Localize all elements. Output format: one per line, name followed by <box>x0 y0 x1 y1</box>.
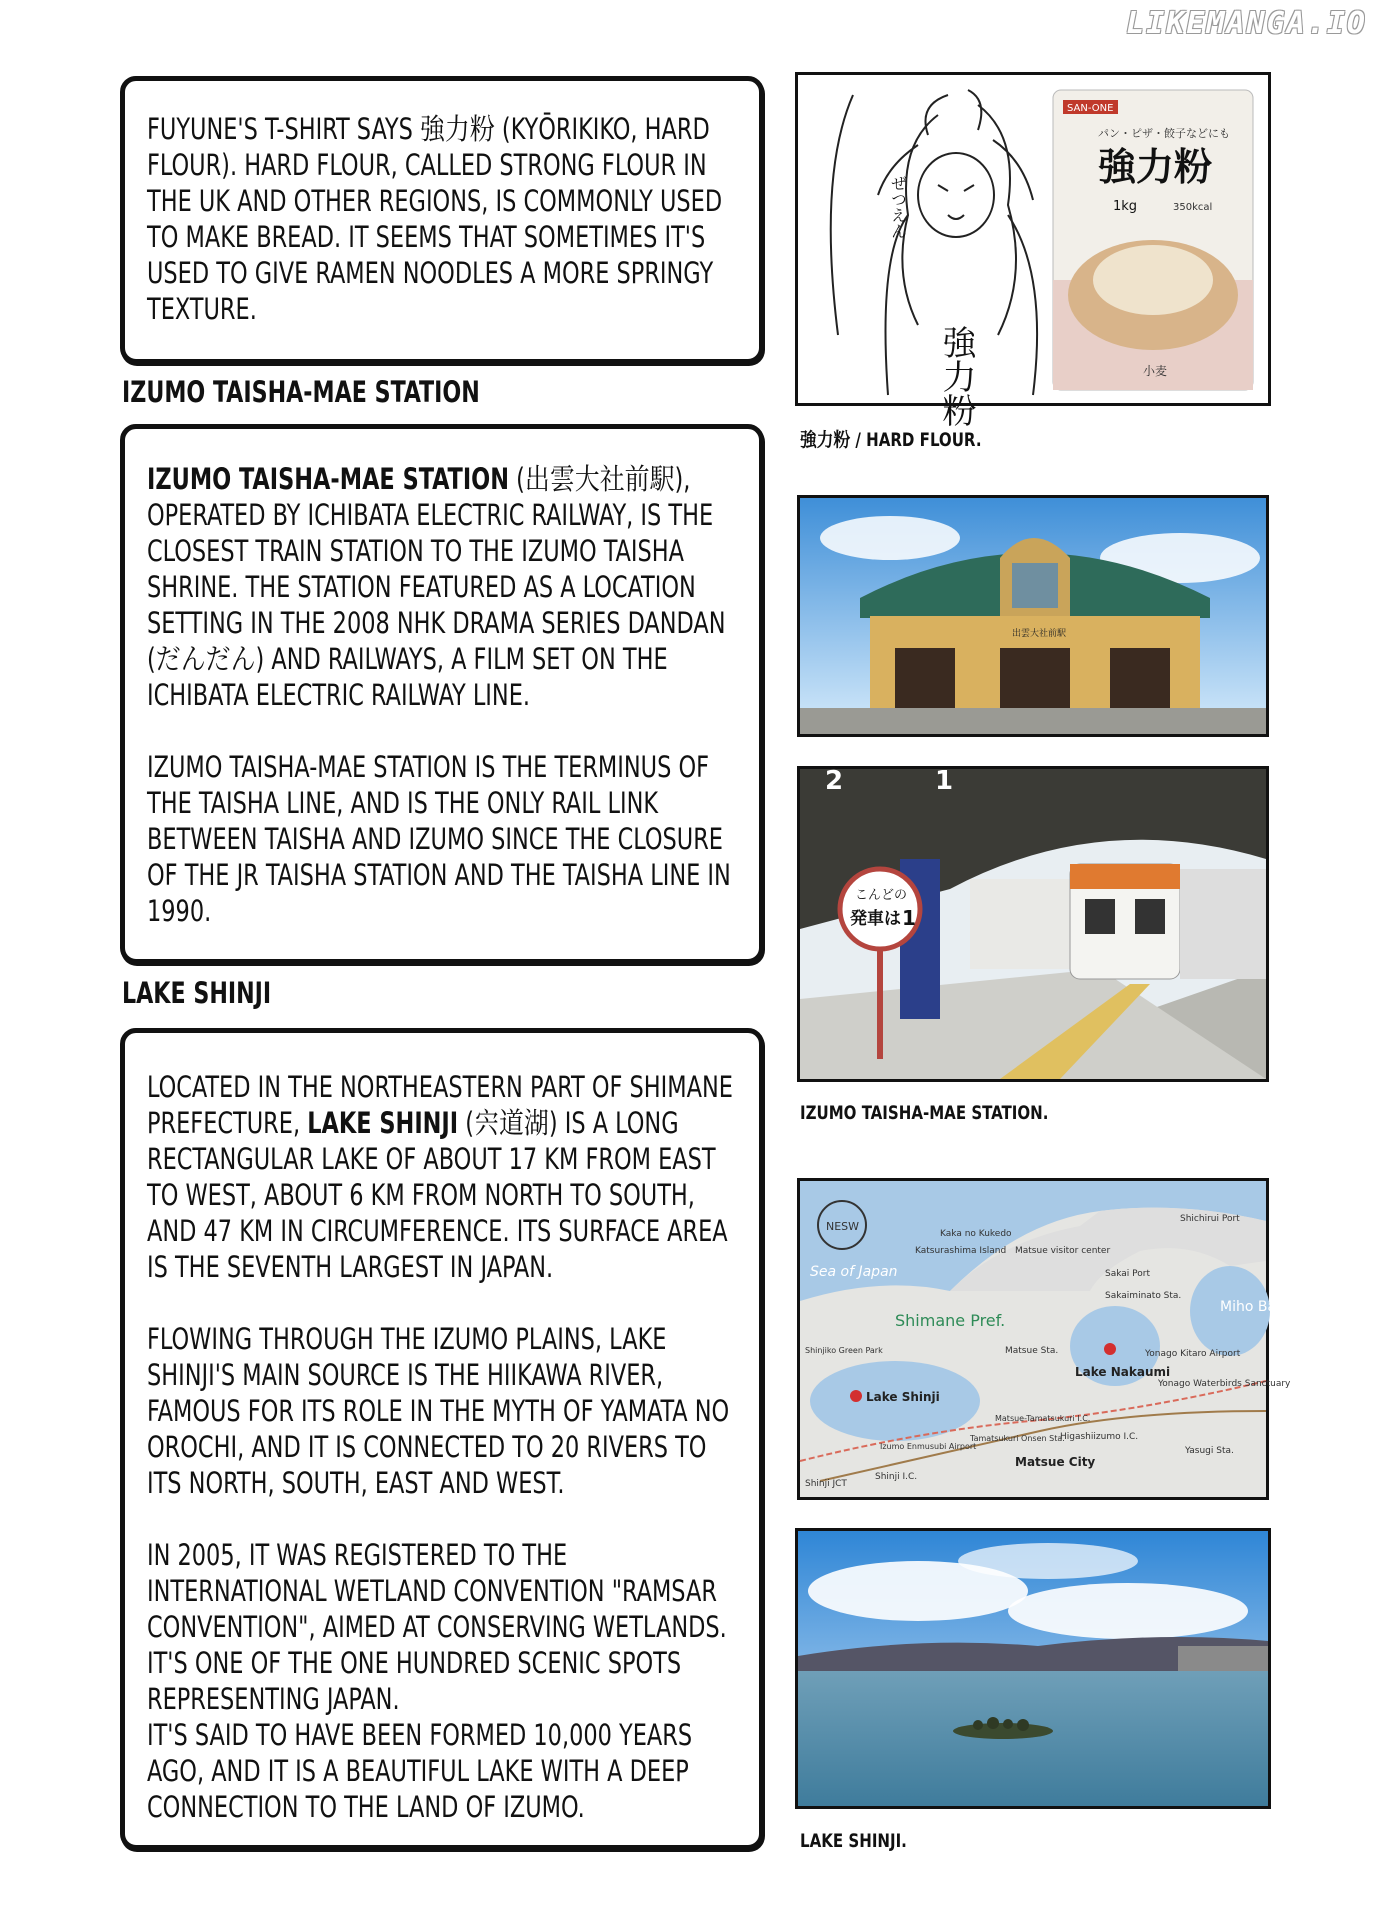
lake-p1-rest: (宍道湖) IS A LONG RECTANGULAR LAKE OF ABOUT 17 KM FROM EAST TO WEST, ABOUT 6 KM FROM NORTH TO SOUTH, AND 47 KM IN CIRCUMFERENCE. ITS SURFACE AREA IS THE SEVENTH LARGEST IN JAPAN. <box>147 1106 728 1284</box>
map-compass: NESW <box>826 1220 860 1233</box>
note-box-lake <box>120 1028 764 1850</box>
platform-number-1: 1 <box>935 766 954 796</box>
lake-paragraph-2: FLOWING THROUGH THE IZUMO PLAINS, LAKE SHINJI'S MAIN SOURCE IS THE HIIKAWA RIVER, FAMOUS FOR ITS ROLE IN THE MYTH OF YAMATA NO OROCHI, AND IT IS CONNECTED TO 20 RIVERS TO ITS NORTH, SOUTH, EAST AND WEST. <box>147 1322 730 1500</box>
lake-p1-pre: LOCATED IN THE NORTHEASTERN PART OF SHIMANE PREFECTURE, <box>147 1070 733 1140</box>
map-yasugi-label: Yasugi Sta. <box>1185 1446 1234 1456</box>
note-box-station <box>120 424 764 964</box>
platform-illustration <box>800 766 1266 1079</box>
map-nakaumi-label: Lake Nakaumi <box>1075 1365 1171 1379</box>
map-sea-label: Sea of Japan <box>810 1264 898 1280</box>
map-green-park-label: Shinjiko Green Park <box>805 1346 883 1355</box>
flour-kcal: 350kcal <box>1173 202 1213 213</box>
section-heading-station: IZUMO TAISHA-MAE STATION <box>122 375 480 409</box>
flour-subtitle: パン・ピザ・餃子などにも <box>1098 127 1230 140</box>
lake-paragraph-4: IT'S SAID TO HAVE BEEN FORMED 10,000 YEARS AGO, AND IT IS A BEAUTIFUL LAKE WITH A DEEP CONNECTION TO THE LAND OF IZUMO. <box>147 1718 693 1824</box>
platform-sign-line1: こんどの <box>855 888 908 903</box>
station-p1-rest: (出雲大社前駅), OPERATED BY ICHIBATA ELECTRIC RAILWAY, IS THE CLOSEST TRAIN STATION TO THE IZUMO TAISHA SHRINE. THE STATION FEATURED AS A LOCATION SETTING IN THE 2008 NHK DRAMA SERIES DANDAN (だんだん) AND RAILWAYS, A FILM SET ON THE ICHIBATA ELECTRIC RAILWAY LINE. <box>147 462 726 712</box>
note-flour-text <box>147 111 736 327</box>
station-term: IZUMO TAISHA-MAE STATION <box>147 462 510 496</box>
caption-lake: LAKE SHINJI. <box>800 1830 907 1852</box>
station-building-illustration <box>800 498 1266 734</box>
watermark: LIKEMANGA.IO <box>1126 6 1367 41</box>
manga-sfx-text: ぜつえん <box>888 175 908 239</box>
note-flour-paragraph: FUYUNE'S T-SHIRT SAYS 強力粉 (KYŌRIKIKO, HARD FLOUR). HARD FLOUR, CALLED STRONG FLOUR IN THE UK AND OTHER REGIONS, IS COMMONLY USED TO MAKE BREAD. IT SEEMS THAT SOMETIMES IT'S USED TO GIVE RAMEN NOODLES A MORE SPRINGY TEXTURE. <box>147 112 723 326</box>
map-shinji-jct-label: Shinji JCT <box>805 1479 847 1489</box>
map-onsen-label: Tamatsukuri Onsen Sta. <box>970 1434 1065 1443</box>
map-izumo-airport-label: Izumo Enmusubi Airport <box>880 1442 977 1451</box>
map-sakai-label: Sakai Port <box>1105 1269 1150 1279</box>
map-illustration <box>800 1181 1291 1497</box>
lake-paragraph-3: IN 2005, IT WAS REGISTERED TO THE INTERNATIONAL WETLAND CONVENTION "RAMSAR CONVENTION", AIMED AT CONSERVING WETLANDS. IT'S ONE OF THE ONE HUNDRED SCENIC SPOTS REPRESENTING JAPAN. <box>147 1538 727 1716</box>
map-higashi-label: Higashiizumo I.C. <box>1060 1432 1139 1442</box>
image-platform <box>797 766 1269 1082</box>
section-heading-lake: LAKE SHINJI <box>122 976 272 1010</box>
flour-title: 強力粉 <box>1098 145 1213 189</box>
flour-weight: 1kg <box>1113 199 1138 214</box>
map-matsue-city-label: Matsue City <box>1015 1455 1096 1469</box>
station-paragraph-2: IZUMO TAISHA-MAE STATION IS THE TERMINUS OF THE TAISHA LINE, AND IS THE ONLY RAIL LINK BETWEEN TAISHA AND IZUMO SINCE THE CLOSURE OF THE JR TAISHA STATION AND THE TAISHA LINE IN 1990. <box>147 750 731 928</box>
lake-term: LAKE SHINJI <box>307 1106 459 1140</box>
lake-illustration <box>798 1531 1268 1806</box>
caption-station: IZUMO TAISHA-MAE STATION. <box>800 1102 1049 1124</box>
platform-sign-line2: 発車は <box>850 909 901 929</box>
map-matsue-sta-label: Matsue Sta. <box>1005 1346 1059 1356</box>
platform-number-2: 2 <box>825 766 844 796</box>
map-visitor-label: Matsue visitor center <box>1015 1246 1111 1256</box>
map-bay-label: Miho Bay <box>1220 1299 1285 1315</box>
flour-illustration <box>798 75 1268 427</box>
flour-brand: SAN-ONE <box>1067 103 1114 114</box>
station-text <box>147 461 736 929</box>
image-flour <box>795 72 1271 427</box>
map-waterbirds-label: Yonago Waterbirds Sanctuary <box>1158 1379 1291 1389</box>
map-shichirui-label: Shichirui Port <box>1180 1214 1240 1224</box>
map-shinji-label: Lake Shinji <box>866 1390 940 1404</box>
map-pref-label: Shimane Pref. <box>895 1311 1006 1330</box>
map-shinji-ic-label: Shinji I.C. <box>875 1472 918 1482</box>
map-sakaiminato-label: Sakaiminato Sta. <box>1105 1291 1182 1301</box>
map-katsurashima-label: Katsurashima Island <box>915 1246 1007 1256</box>
flour-small-label: 小麦 <box>1143 364 1168 378</box>
map-tamatsukuri-label: Matsue-Tamatsukuri I.C. <box>995 1414 1091 1423</box>
map-kaka-label: Kaka no Kukedo <box>940 1229 1012 1239</box>
manga-shirt-text: 強力粉 <box>936 325 976 427</box>
lake-paragraph-1 <box>147 1069 736 1285</box>
lake-text <box>147 1069 736 1825</box>
image-station-building <box>797 495 1269 737</box>
image-map <box>797 1178 1291 1500</box>
platform-sign-number: 1 <box>902 906 916 930</box>
map-yonago-airport-label: Yonago Kitaro Airport <box>1145 1349 1241 1359</box>
caption-flour: 強力粉 / HARD FLOUR. <box>800 429 982 451</box>
note-box-flour <box>120 76 764 364</box>
station-paragraph-1 <box>147 461 736 713</box>
station-sign-text: 出雲大社前駅 <box>1012 629 1067 639</box>
image-lake-shinji <box>795 1528 1271 1809</box>
